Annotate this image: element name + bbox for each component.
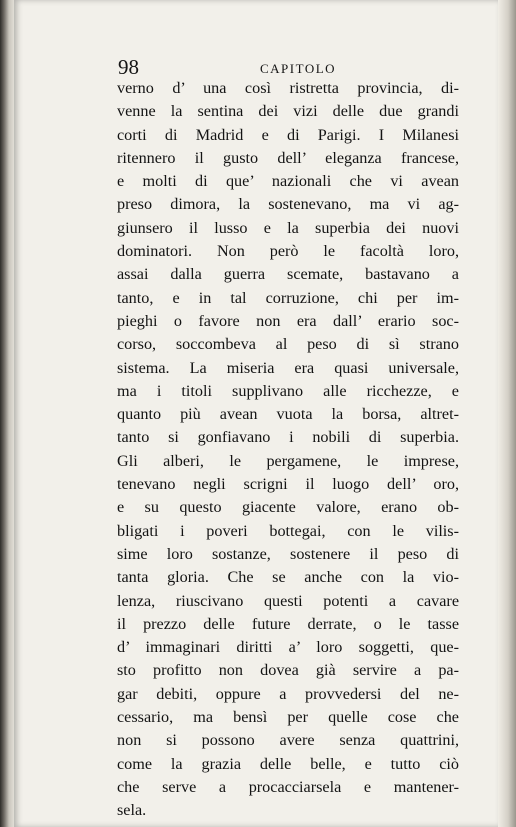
text-line: sela. (117, 801, 147, 820)
text-line: il prezzo delle future derrate, o le tasse (117, 614, 459, 633)
page-number: 98 (118, 55, 139, 79)
text-line: non si possono avere senza quattrini, (117, 731, 459, 750)
text-line: che serve a procacciarsela e mantener- (117, 777, 459, 796)
text-line: tanta gloria. Che se anche con la vio- (117, 568, 459, 587)
text-line: corso, soccombeva al peso di sì strano (117, 335, 459, 354)
text-line: venne la sentina dei vizi delle due grandi (117, 102, 459, 121)
text-line: preso dimora, la sostenevano, ma vi ag- (117, 195, 459, 214)
text-line: sistema. La miseria era quasi universale, (117, 358, 459, 377)
text-line: e su questo giacente valore, erano ob- (117, 498, 459, 517)
text-line: gar debiti, oppure a provvedersi del ne- (117, 684, 459, 703)
text-line: assai dalla guerra scemate, bastavano a (117, 265, 459, 284)
text-line: ritennero il gusto dell’ eleganza francese, (117, 148, 459, 167)
text-line: ma i titoli supplivano alle ricchezze, e (117, 381, 459, 400)
chapter-title: CAPITOLO (260, 61, 337, 76)
text-line: tanto si gonfiavano i nobili di superbia. (117, 428, 459, 447)
text-line: come la grazia delle belle, e tutto ciò (117, 754, 459, 773)
text-line: verno d’ una così ristretta provincia, di- (117, 79, 459, 97)
text-line: d’ immaginari diritti a’ loro soggetti, que- (117, 638, 459, 657)
text-line: sto profitto non dovea già servire a pa- (117, 661, 459, 680)
body-text (117, 77, 459, 823)
text-line: quanto più avean vuota la borsa, altret- (117, 405, 459, 424)
text-line: bligati i poveri bottegai, con le vilis- (117, 521, 459, 540)
text-line: dominatori. Non però le facoltà loro, (117, 242, 459, 261)
text-line: giunsero il lusso e la superbia dei nuovi (117, 218, 459, 237)
text-line: corti di Madrid e di Parigi. I Milanesi (117, 125, 459, 144)
text-line: tenevano negli scrigni il luogo dell’ oro, (117, 475, 459, 494)
text-line: lenza, riuscivano questi potenti a cavare (117, 591, 459, 610)
page-edge-shadow (498, 0, 516, 827)
text-line: sime loro sostanze, sostenere il peso di (117, 544, 459, 563)
text-line: tanto, e in tal corruzione, chi per im- (117, 288, 459, 307)
text-line: e molti di que’ nazionali che vi avean (117, 172, 459, 191)
text-line: cessario, ma bensì per quelle cose che (117, 708, 459, 727)
text-line: pieghi o favore non era dall’ erario soc- (117, 311, 459, 330)
text-line: Gli alberi, le pergamene, le imprese, (117, 451, 459, 470)
